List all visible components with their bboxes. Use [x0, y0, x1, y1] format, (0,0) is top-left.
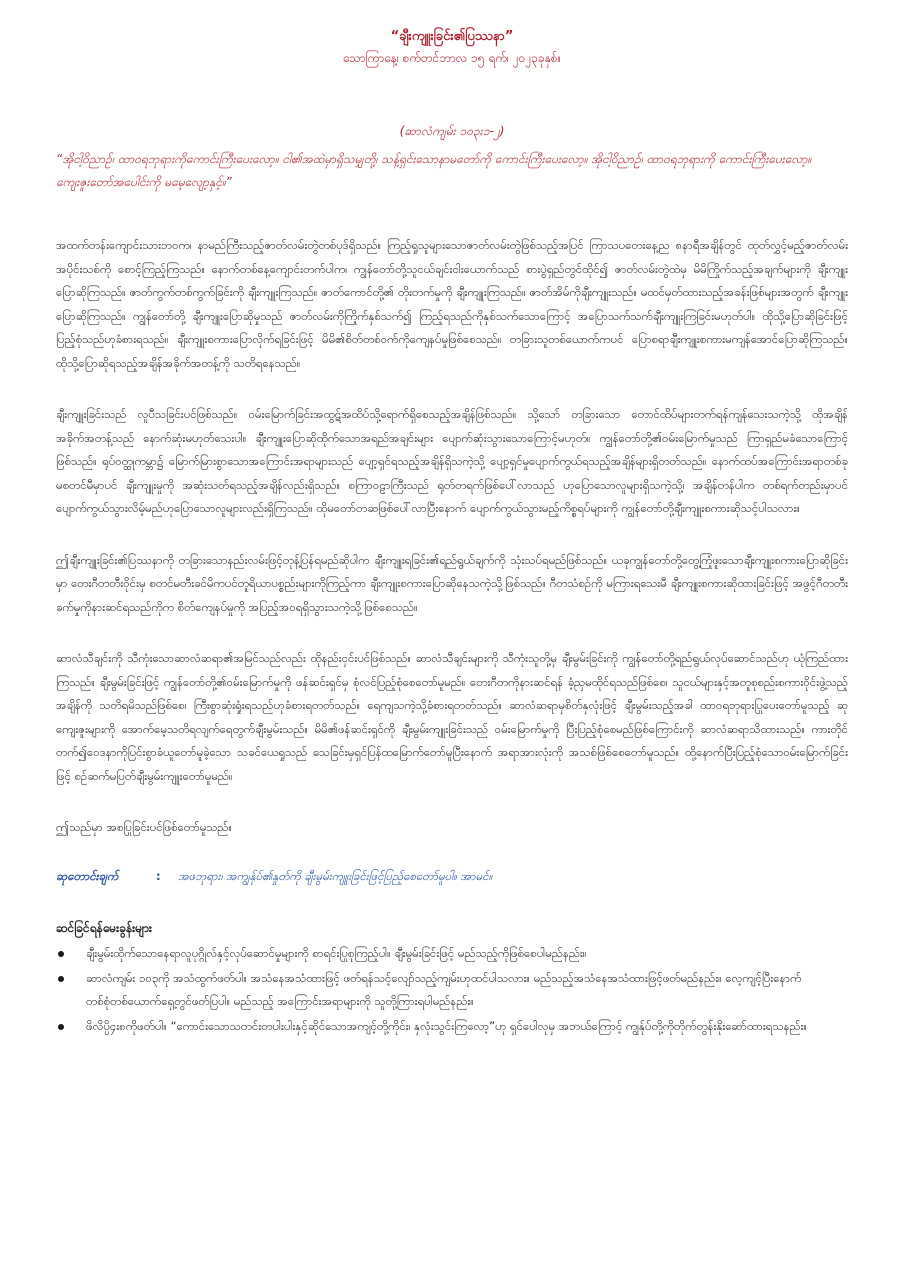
devotional-date: သောကြာနေ့၊ စက်တင်ဘာလ ၁၅ ရက်၊ ၂၀၂၃ခုနှစ်။	[342, 51, 562, 65]
questions-heading: ဆင်ခြင်ရန်မေးခွန်းများ	[56, 921, 152, 935]
body-paragraph: ဆာလံသီချင်းကို သီကုံးသောဆာလံဆရာ၏အမြင်သည်လည်း ထိုနည်းငှင်းပင်ဖြစ်သည်။ ဆာလံသီချင်းများကို သီကုံးသူတို့မှ ချီးမွမ်းခြင်းကို ကျွန်တော်တို့ရည်ရွယ်လုပ်ဆောင်သည်ဟု ယုံကြည်ထားကြသည်။ ချီးမွမ်းခြင်းဖြင့် ကျွန်တော်တို့၏ဝမ်းမြောက်မှုကို ဖန်ဆင်းရှင်မှ စုံလင်ပြည့်စုံစေတော်မူမည်။ တေးဂီတကိုနားဆင်ရန် ခံ့ညှမထိုင်ရသည်ဖြစ်စေ၊ သူငယ်များနှင့်အတူစုစည်းစကားဝိုင်းဖွဲ့သည့်အချိန်ကို သတိရမိသည်ဖြစ်စေ၊ ကြီးစွာဆုံးရှုံးရသည်ဟုခံစားရတတ်သည်။ ရေကျသကဲ့သို့ခံစားရတတ်သည်။ ဆာလံဆရာမှစိတ်နှလုံးဖြင့် ချီးမွမ်းသည့်အခါ ထာဝရဘုရားပြုပေးတော်မူသည့် ဆုကျေးဇူးများကို အောက်မေ့သတိရလျက်ရေတွက်ချီးမွမ်းသည်။ မိမိ၏ဖန်ဆင်းရှင်ကို ချီးမွမ်းကျူးခြင်းသည် ဝမ်းမြောက်မှုကို ပြီးပြည့်စုံစေမည်ဖြစ်ကြောင်းကို ဆာလံဆရာသိထားသည်။ ကားတိုင်တက်၍ဝေဒနာကိုပြင်းစွာခံယူတော်မူခဲ့သော သခင်ယေရှုသည် သေခြင်းမှရှင်ပြန်ထမြောက်တော်မူပြီးနောက် အရာအားလုံးကို အသစ်ဖြစ်စေတော်မူသည်။ ထို့နောက်ပြီးပြည့်စုံသောဝမ်းမြောက်ခြင်းဖြင့် စဉ်ဆက်မပြတ်ချီးမွမ်းကျူးတော်မူမည်။	[56, 651, 848, 783]
scripture-quote: “အိုငါ့ဝိညာဉ်၊ ထာဝရဘုရားကိုကောင်းကြီးပေးလော့။ ငါ၏အထဲမှာရှိသမျှတို့၊ သန့်ရှင်းသောနာမတော်ကို ကောင်းကြီးပေးလော့။ အိုငါ့ဝိညာဉ်၊ ထာဝရဘုရားကို ကောင်းကြီးပေးလော့။ ကျေးဇူးတော်အပေါင်းကို မမေ့လျော့နှင့်။”	[56, 152, 812, 189]
bullet-icon	[58, 976, 64, 982]
body-paragraph: ဤချီးကျူးခြင်း၏ပြဿနာကို တခြားသောနည်းလမ်းဖြင့်တုန့်ပြန်ရမည်ဆိုပါက ချီးကျူးရခြင်း၏ရည်ရွယ်ချက်ကို သုံးသပ်ရမည်ဖြစ်သည်။ ယခုကျွန်တော်တို့တွေ့ကြုံဖူးသောချီးကျူးစကားပြောဆိုခြင်းမှာ တေးဂီတတီးဝိုင်းမှ စတင်မတီးခင်မိကပင်တူရိယာပစ္စည်းများကိုကြည့်ကာ ချီးကျူးစကားပြောဆိုနေသကဲ့သို့ဖြစ်သည်။ ဂီတသံစဉ်ကို မကြားရသေးမီ ချီးကျူးစကားဆိုထားခြင်းဖြင့် အဖွင့်ဂီတတီးခက်မှုကိုနားဆင်ရသည်ကိုက စိတ်ကျေနပ်မှုကို အပြည့်အဝရရှိသွားသကဲ့သို့ဖြစ်စေသည်။	[56, 552, 848, 614]
questions-list	[56, 942, 848, 1038]
question-text: ချီးမွမ်းထိုက်သောနေရာလူပုဂ္ဂိုလ်နှင့်လုပ်ဆောင်မှုများကို စာရင်းပြုစုကြည့်ပါ။ ချီးမွမ်းခြင်းဖြင့် မည်သည့်ကိုဖြစ်စေပါမည်နည်း။	[86, 946, 587, 960]
question-text: ဖိလိပ္ပိ၄း၈ကိုဖတ်ပါ။ “ကောင်းသောသတင်းတပါးပါးနှင့်ဆိုင်သောအကျင့်တို့ကိုင်း၊ နှလုံးသွင်းကြလော့”ဟု ရှင်ပေါလုမှ အဘယ်ကြောင့် ကျွန်ုပ်တို့ကိုတိုက်တွန်းနိုးဆော်ထားရသနည်း။	[86, 1019, 807, 1033]
prayer-text: အဖဘုရား၊ အကျွန်ုပ်၏နှုတ်ကို ချီးမွမ်းကျူးခြင်းဖြင့်ပြည့်စေတော်မူပါ။ အာမင်။	[178, 869, 492, 883]
prayer	[56, 865, 848, 888]
list-item	[56, 967, 848, 1013]
body-paragraph: ချီးကျူးခြင်းသည် လူပီသခြင်းပင်ဖြစ်သည်။ ဝမ်းမြောက်ခြင်းအထွဋ်အထိပ်သို့ရောက်ရှိစေသည့်အချိန်ဖြစ်သည်။ သို့သော် တခြားသော တောင်ထိပ်များတက်ရန်ကျန်သေးသကဲ့သို့ ထိုအချိန်အခိုက်အတန့်သည် နောက်ဆုံးမဟုတ်သေးပါ။ ချီးကျူးပြောဆိုထိုက်သောအရည်အချင်းများ ပျောက်ဆုံးသွားသောကြောင့်မဟုတ်။ ကျွန်တော်တို့၏ဝမ်းမြောက်မှုသည် ကြာရှည်မခံသောကြောင့်ဖြစ်သည်။ ရုပ်ဝတ္ထုကမ္ဘာ၌ မြောက်မြားစွာသောအကြောင်းအရာများသည် ပျော့ရှင်ရသည့်အချိန်ရှိသကဲ့သို့ ပျော့ရှင်မှုပျောက်ကွယ်ရသည့်အချိန်များရှိတတ်သည်။ နောက်ထပ်အကြောင်းအရာတစ်ခု မစတင်မီမှာပင် ချီးကျူးမှုကို အဆုံးသတ်ရသည့်အချိန်လည်းရှိသည်။ စကြာဝဠာကြီးသည် ရုတ်တရက်ဖြစ်ပေါ်လာသည် ဟုပြောသောလူများရှိသကဲ့သို့၊ အချိန်တန်ပါက တစ်ရက်တည်းမှာပင် ပျောက်ကွယ်သွားလိမ့်မည်ဟုပြောသောလူများလည်းရှိကြသည်။ ထိုမတော်တဆဖြစ်ပေါ်လာပြီးနောက် ပျောက်ကွယ်သွားမည့်ကိစ္စရပ်များကို ကျွန်တော်တို့ချီးကျူးစကားဆိုသင့်ပါသလား။	[56, 407, 848, 515]
scripture-reference: (ဆာလံကျမ်း ၁၀၃း၁-၂)	[399, 124, 505, 138]
closing-line: ဤသည်မှာ အစပြုခြင်းပင်ဖြစ်တော်မူသည်။	[56, 820, 233, 834]
prayer-label: ဆုတောင်းချက်	[56, 869, 119, 883]
question-text: ဆာလံကျမ်း ၁၀၃ကို အသံထွက်ဖတ်ပါ။ အသံနေအသံထားဖြင့် ဖတ်ရန်သင့်လျော်သည့်ကျမ်းဟုထင်ပါသလား။ မည်သည့်အသံနေအသံထားဖြင့်ဖတ်မည်နည်း။ လေ့ကျင့်ပြီးနောက် တစ်စုံတစ်ယောက်ရှေ့တွင်ဖတ်ပြပါ။ မည်သည့် အကြောင်းအရာများကို သူတို့ကြားရပါမည်နည်း။	[86, 971, 802, 1008]
list-item	[56, 942, 848, 965]
bullet-icon	[58, 1024, 64, 1030]
body-paragraph: အထက်တန်းကျောင်းသားဘဝက၊ နာမည်ကြီးသည့်ဇာတ်လမ်းတွဲတစ်ပုဒ်ရှိသည်။ ကြည့်ရှုသူများသောဇာတ်လမ်းတွဲဖြစ်သည့်အပြင် ကြာသပတေးနေ့ည ၈နာရီအချိန်တွင် ထုတ်လွှင့်မည့်ဇာတ်လမ်းအပိုင်းသစ်ကို စောင့်ကြည့်ကြသည်။ နောက်တစ်နေ့ကျောင်းတက်ပါက၊ ကျွန်တော်တို့သူငယ်ချင်းငါးယောက်သည် စားပွဲရှည်တွင်ထိုင်၍ ဇာတ်လမ်းတွဲထဲမှ မိမိကြိုက်သည့်အချက်များကို ချီးကျူးပြောဆိုကြသည်။ ဇာတ်ကွက်တစ်ကွက်ခြင်းကို ချီးကျူးကြသည်။ ဇာတ်ကောင်တို့၏ တိုးတက်မှုကို ချီးကျူးကြသည်။ ဇာတ်အိမ်ကိုချီးကျူးသည်။ မထင်မှတ်ထားသည့်အခန်းဖြစ်များအတွက် ချီးကျူးပြောဆိုကြသည်။ ကျွန်တော်တို့ ချီးကျူးပြောဆိုမှုသည် ဇာတ်လမ်းကိုကြိုက်နှစ်သက်၍ ကြည့်ရသည်ကိုနှစ်သက်သောကြောင့် အပြောသက်သက်ချီးကျူးကြခြင်းမဟုတ်ပါ။ ထိုသို့ပြောဆိုခြင်းဖြင့် ပြည့်စုံသည်ဟုခံစားရသည်။ ချီးကျူးစကားပြောလိုက်ရခြင်းဖြင့် မိမိ၏စိတ်တစ်ဝက်ကိုကျေနပ်မှုဖြစ်စေသည်။ တခြားသူတစ်ယောက်ကပင် ပြောစရာချီးကျူးစကားမကျန်အောင်ပြောဆိုကြသည်။ ထိုသို့ပြောဆိုရသည့်အချိန်အခိုက်အတန့်ကို သတိရနေသည်။	[56, 238, 848, 370]
list-item	[56, 1015, 848, 1038]
devotional-title: “ချီးကျူးခြင်း၏ပြဿနာ”	[390, 29, 514, 44]
bullet-icon	[58, 951, 64, 957]
prayer-colon: :	[156, 869, 161, 883]
